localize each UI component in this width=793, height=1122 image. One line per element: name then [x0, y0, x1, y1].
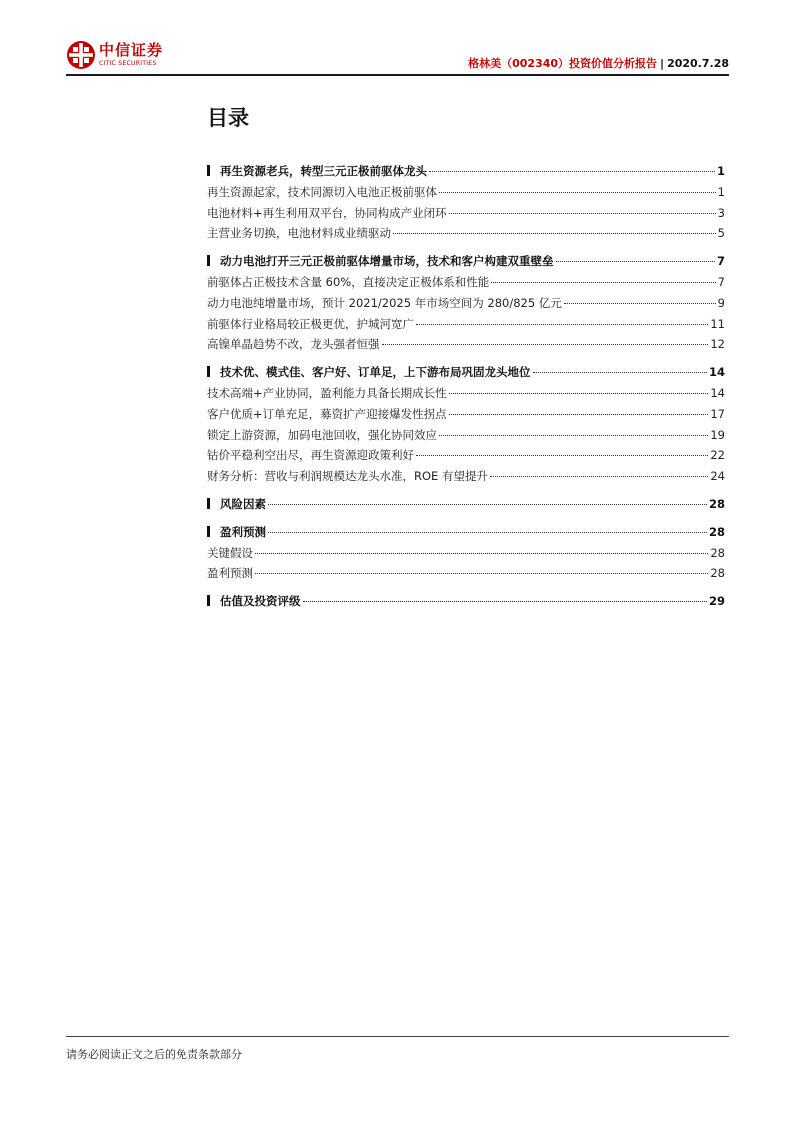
footer-divider — [66, 1036, 729, 1037]
toc-subsection[interactable] — [207, 466, 725, 487]
toc-page: 28 — [708, 496, 725, 511]
toc-subsection[interactable] — [207, 383, 725, 404]
toc-title: 技术优、模式佳、客户好、订单足，上下游布局巩固龙头地位 — [207, 362, 531, 383]
toc-page: 9 — [717, 295, 725, 310]
toc-section[interactable] — [207, 362, 725, 383]
toc-page: 12 — [710, 337, 725, 352]
toc-title: 风险因素 — [207, 494, 266, 515]
toc-section[interactable] — [207, 251, 725, 272]
citic-emblem-icon — [66, 40, 96, 70]
toc-leader — [556, 261, 715, 262]
toc-title: 锁定上游资源，加码电池回收，强化协同效应 — [207, 427, 437, 442]
toc-leader — [255, 573, 708, 574]
report-header-info — [468, 55, 729, 71]
toc-title: 电池材料+再生利用双平台，协同构成产业闭环 — [207, 205, 447, 220]
toc-title: 再生资源起家，技术同源切入电池正极前驱体 — [207, 184, 437, 199]
toc-leader — [429, 171, 715, 172]
toc-leader — [303, 601, 707, 602]
toc-page: 3 — [717, 205, 725, 220]
toc-subsection[interactable] — [207, 223, 725, 244]
toc-leader — [255, 553, 708, 554]
toc-page: 14 — [708, 365, 725, 380]
toc-title: 财务分析：营收与利润规模达龙头水准，ROE 有望提升 — [207, 469, 488, 484]
toc-subsection[interactable] — [207, 272, 725, 293]
toc-subsection[interactable] — [207, 543, 725, 564]
toc-title: 动力电池打开三元正极前驱体增量市场，技术和客户构建双重壁垒 — [207, 251, 554, 272]
toc-leader — [491, 282, 715, 283]
toc-title: 钴价平稳利空出尽，再生资源迎政策利好 — [207, 448, 414, 463]
toc-title: 客户优质+订单充足，募资扩产迎接爆发性拐点 — [207, 406, 447, 421]
toc-leader — [416, 455, 708, 456]
toc-title: 前驱体行业格局较正极更优，护城河宽广 — [207, 316, 414, 331]
report-date: 2020.7.28 — [667, 57, 729, 70]
toc-title: 技术高端+产业协同，盈利能力具备长期成长性 — [207, 385, 447, 400]
toc-leader — [449, 393, 709, 394]
citic-logo — [66, 40, 163, 70]
toc-leader — [268, 504, 707, 505]
toc-leader — [416, 324, 708, 325]
toc-subsection[interactable] — [207, 334, 725, 355]
header-separator: | — [660, 57, 665, 70]
toc-page: 1 — [717, 184, 725, 199]
report-title: 格林美（002340）投资价值分析报告 — [468, 57, 658, 70]
toc-leader — [449, 213, 716, 214]
toc-subsection[interactable] — [207, 425, 725, 446]
toc-section[interactable] — [207, 522, 725, 543]
toc-page: 28 — [710, 545, 725, 560]
toc-title: 关键假设 — [207, 545, 253, 560]
toc-leader — [439, 435, 708, 436]
toc-leader — [490, 476, 708, 477]
toc-leader — [449, 414, 709, 415]
toc-section[interactable] — [207, 494, 725, 515]
toc-page: 1 — [716, 164, 725, 178]
toc-leader — [439, 192, 716, 193]
toc-title: 估值及投资评级 — [207, 591, 301, 612]
toc-title: 高镍单晶趋势不改，龙头强者恒强 — [207, 337, 380, 352]
footer-disclaimer: 请务必阅读正文之后的免责条款部分 — [66, 1048, 242, 1061]
toc-subsection[interactable] — [207, 203, 725, 224]
logo-en-text: CITIC SECURITIES — [99, 59, 157, 67]
toc-subsection[interactable] — [207, 314, 725, 335]
toc-page: 5 — [717, 226, 725, 241]
toc-page: 11 — [710, 316, 725, 331]
page-header — [66, 38, 729, 76]
toc-page: 28 — [710, 566, 725, 581]
toc-leader — [393, 233, 716, 234]
toc-page: 7 — [716, 254, 725, 269]
toc-title: 盈利预测 — [207, 566, 253, 581]
toc-section[interactable] — [207, 591, 725, 612]
toc-leader — [533, 372, 707, 373]
toc-subsection[interactable] — [207, 182, 725, 203]
toc-subsection[interactable] — [207, 404, 725, 425]
toc-leader — [382, 344, 709, 345]
table-of-contents — [207, 161, 725, 612]
toc-section[interactable] — [207, 161, 725, 182]
header-divider — [66, 74, 729, 76]
toc-subsection[interactable] — [207, 563, 725, 584]
toc-title: 动力电池纯增量市场，预计 2021/2025 年市场空间为 280/825 亿元 — [207, 295, 562, 310]
toc-subsection[interactable] — [207, 445, 725, 466]
toc-page: 14 — [710, 385, 725, 400]
toc-page: 29 — [708, 594, 725, 609]
toc-subsection[interactable] — [207, 293, 725, 314]
toc-page: 22 — [710, 448, 725, 463]
toc-leader — [564, 303, 716, 304]
logo-cn-text: 中信证券 — [99, 40, 164, 59]
toc-title: 再生资源老兵，转型三元正极前驱体龙头 — [207, 161, 427, 182]
toc-leader — [268, 532, 707, 533]
toc-title: 主营业务切换，电池材料成业绩驱动 — [207, 226, 391, 241]
toc-page: 24 — [710, 469, 725, 484]
page-title: 目录 — [207, 106, 249, 130]
toc-page: 28 — [708, 524, 725, 539]
toc-title: 前驱体占正极技术含量 60%，直接决定正极体系和性能 — [207, 274, 490, 289]
toc-page: 7 — [717, 274, 725, 289]
toc-page: 19 — [710, 427, 725, 442]
toc-title: 盈利预测 — [207, 522, 266, 543]
toc-page: 17 — [710, 406, 725, 421]
